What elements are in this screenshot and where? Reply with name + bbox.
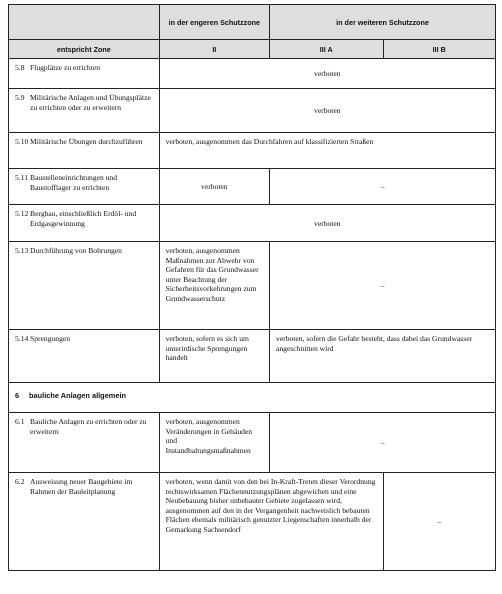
row-label-cell <box>9 242 160 330</box>
header-zone-ii: II <box>159 40 269 59</box>
row-label-cell <box>9 205 160 242</box>
row-label-cell <box>9 59 160 89</box>
table-row <box>9 330 496 383</box>
row-label: Durchführung von Bohrungen <box>30 246 122 255</box>
section-number: 6 <box>15 391 20 400</box>
row-label-cell <box>9 473 160 571</box>
row-number: 6.1 <box>15 417 25 426</box>
row-number: 5.9 <box>15 93 25 102</box>
rule-cell-zone-ii-iiia: verboten, wenn damit von den bei In-Kraft-Treten dieser Verordnung rechtswirksamen Flächennutzungsplänen abgewichen und eine Neubebauung bisher unbebauter Gebiete zugelassen wird, ausgenommen auf den in der Vergangenheit nachweislich bebauten Flächen ehemals militärisch genutzter Liegenschaften innerhalb der Gemarkung Sachsendorf <box>159 473 383 571</box>
rule-cell-zone-iii: verboten, sofern die Gefahr besteht, dass dabei das Grundwasser angeschnitten wird <box>270 330 496 383</box>
table-header <box>9 5 496 59</box>
table-row <box>9 59 496 89</box>
row-label-cell <box>9 169 160 205</box>
rule-cell-all-zones: verboten, ausgenommen das Durchfahren auf klassifizierten Straßen <box>159 133 495 169</box>
table-row <box>9 89 496 133</box>
row-label: Militärische Übungen durchzuführen <box>30 137 143 146</box>
row-number: 5.11 <box>15 173 29 182</box>
protection-zone-table <box>8 4 496 571</box>
section-header-row <box>9 383 496 413</box>
row-number: 5.13 <box>15 246 29 255</box>
rule-cell-zone-ii: verboten, ausgenommen Maßnahmen zur Abwehr von Gefahren für das Grundwasser unter Beachtung der Sicherheitsvorkehrungen zum Grundwasserschutz <box>159 242 269 330</box>
row-number: 5.14 <box>15 334 29 343</box>
row-number: 6.2 <box>15 477 25 486</box>
row-number: 5.8 <box>15 63 25 72</box>
header-zone-label: entspricht Zone <box>9 40 160 59</box>
rule-cell-zone-ii: verboten, ausgenommen Veränderungen in Gebäuden und Instandhaltungsmaßnahmen <box>159 413 269 473</box>
rule-cell-zone-iii: – <box>270 413 496 473</box>
header-zone-iiib: III B <box>383 40 496 59</box>
row-label: Bergbau, einschließlich Erdöl- und Erdgasgewinnung <box>30 209 137 228</box>
rule-cell-zone-iii: – <box>270 242 496 330</box>
header-zone-iiia: III A <box>270 40 383 59</box>
row-label: Ausweisung neuer Baugebiete im Rahmen der Bauleitplanung <box>30 477 133 496</box>
header-weitere-schutzzone: in der weiteren Schutzzone <box>270 5 496 40</box>
row-label: Militärische Anlagen und Übungsplätze zu errichten oder zu erweitern <box>30 93 151 112</box>
row-label-cell <box>9 413 160 473</box>
row-label: Flugplätze zu errichten <box>30 63 101 72</box>
table-row <box>9 205 496 242</box>
rule-cell-zone-iii: – <box>270 169 496 205</box>
table-row <box>9 133 496 169</box>
rule-cell-all-zones: verboten <box>159 205 495 242</box>
header-blank <box>9 5 160 40</box>
row-label: Baustelleneinrichtungen und Baustofflager zu errichten <box>30 173 118 192</box>
section-header-cell <box>9 383 496 413</box>
row-number: 5.10 <box>15 137 29 146</box>
regulation-table-page <box>8 4 496 571</box>
table-body <box>9 59 496 571</box>
rule-cell-zone-iiib: – <box>383 473 496 571</box>
section-title: bauliche Anlagen allgemein <box>29 391 127 400</box>
table-row <box>9 473 496 571</box>
table-row <box>9 413 496 473</box>
rule-cell-all-zones: verboten <box>159 89 495 133</box>
row-number: 5.12 <box>15 209 29 218</box>
row-label-cell <box>9 89 160 133</box>
table-row <box>9 169 496 205</box>
row-label: Bauliche Anlagen zu errichten oder zu erweitern <box>30 417 147 436</box>
row-label: Sprengungen <box>30 334 71 343</box>
row-label-cell <box>9 133 160 169</box>
table-row <box>9 242 496 330</box>
row-label-cell <box>9 330 160 383</box>
rule-cell-zone-ii: verboten <box>159 169 269 205</box>
header-engere-schutzzone: in der engeren Schutzzone <box>159 5 269 40</box>
rule-cell-all-zones: verboten <box>159 59 495 89</box>
rule-cell-zone-ii: verboten, sofern es sich um unterirdische Sprengungen handelt <box>159 330 269 383</box>
